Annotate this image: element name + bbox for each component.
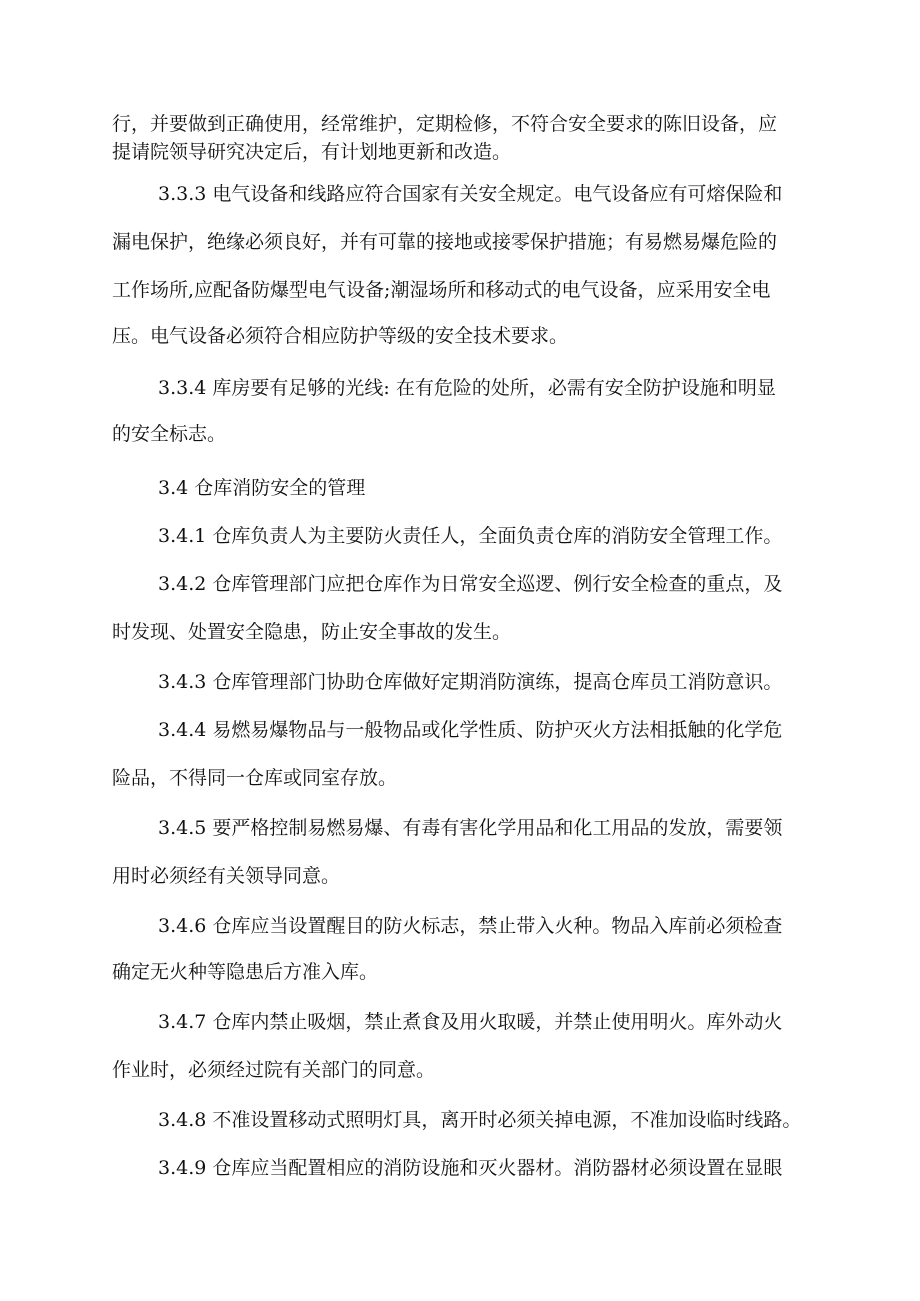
- text-line: 行，并要做到正确使用，经常维护，定期检修，不符合安全要求的陈旧设备，应: [112, 113, 778, 135]
- text-line: 3.4.8 不准设置移动式照明灯具，离开时必须关掉电源，不准加设临时线路。: [158, 1109, 802, 1131]
- text-line: 提请院领导研究决定后，有计划地更新和改造。: [112, 141, 512, 163]
- text-line: 漏电保护，绝缘必须良好，并有可靠的接地或接零保护措施；有易燃易爆危险的: [112, 231, 778, 253]
- text-line: 用时必须经有关领导同意。: [112, 865, 341, 887]
- text-line: 3.3.3 电气设备和线路应符合国家有关安全规定。电气设备应有可熔保险和: [158, 183, 783, 205]
- text-line: 险品，不得同一仓库或同室存放。: [112, 767, 398, 789]
- text-line: 3.3.4 库房要有足够的光线: 在有危险的处所，必需有安全防护设施和明显: [158, 377, 776, 399]
- text-line: 确定无火种等隐患后方准入库。: [112, 961, 379, 983]
- text-line: 3.4.7 仓库内禁止吸烟，禁止煮食及用火取暖，并禁止使用明火。库外动火: [158, 1011, 783, 1033]
- text-line: 时发现、处置安全隐患，防止安全事故的发生。: [112, 621, 512, 643]
- text-line: 3.4.9 仓库应当配置相应的消防设施和灭火器材。消防器材必须设置在显眼: [158, 1157, 783, 1179]
- text-line: 3.4.2 仓库管理部门应把仓库作为日常安全巡逻、例行安全检查的重点，及: [158, 573, 783, 595]
- text-line: 3.4.6 仓库应当设置醒目的防火标志，禁止带入火种。物品入库前必须检查: [158, 915, 783, 937]
- text-line: 作业时，必须经过院有关部门的同意。: [112, 1059, 436, 1081]
- text-line: 压。电气设备必须符合相应防护等级的安全技术要求。: [112, 325, 569, 347]
- section-heading: 3.4 仓库消防安全的管理: [158, 477, 366, 499]
- text-line: 工作场所,应配备防爆型电气设备;潮湿场所和移动式的电气设备，应采用安全电: [112, 279, 771, 301]
- text-line: 的安全标志。: [112, 423, 227, 445]
- text-line: 3.4.5 要严格控制易燃易爆、有毒有害化学用品和化工用品的发放，需要领: [158, 817, 783, 839]
- text-line: 3.4.4 易燃易爆物品与一般物品或化学性质、防护灭火方法相抵触的化学危: [158, 719, 783, 741]
- text-line: 3.4.1 仓库负责人为主要防火责任人，全面负责仓库的消防安全管理工作。: [158, 525, 783, 547]
- text-line: 3.4.3 仓库管理部门协助仓库做好定期消防演练，提高仓库员工消防意识。: [158, 671, 783, 693]
